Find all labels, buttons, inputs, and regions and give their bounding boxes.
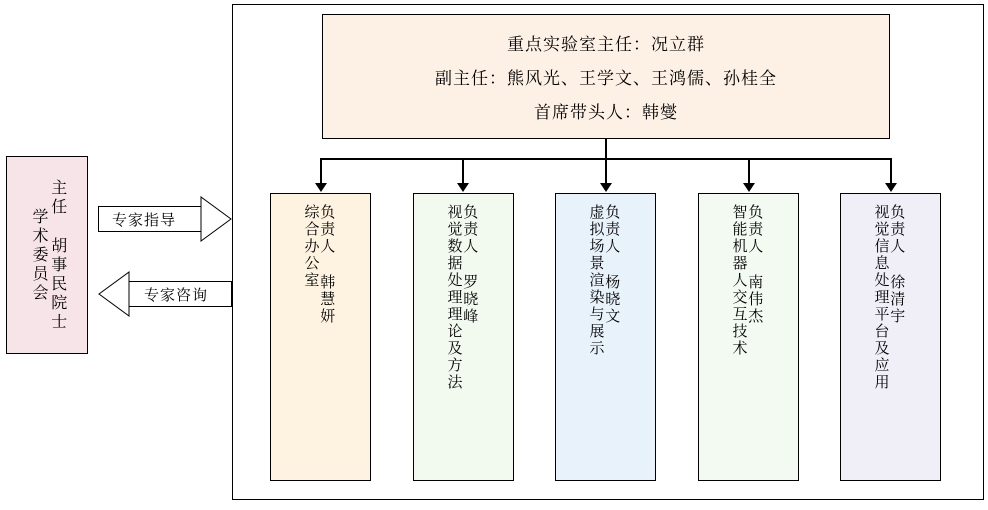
arrow-expert-guidance xyxy=(98,196,232,242)
connector-drop-2 xyxy=(462,158,464,184)
committee-line-1: 主任 胡事民院士 xyxy=(48,178,66,332)
connector-arrowhead-4 xyxy=(743,183,755,192)
arrow-consult-label: 专家咨询 xyxy=(144,287,209,304)
division-lead-1: 负责人 韩慧妍 xyxy=(318,204,336,325)
committee-line-2: 学术委员会 xyxy=(30,207,47,303)
connector-drop-5 xyxy=(890,158,892,184)
division-box-5 xyxy=(840,193,941,481)
connector-stem xyxy=(605,139,607,159)
academic-committee-box xyxy=(6,156,88,354)
division-title-4: 智能机器人交互技术 xyxy=(730,204,748,357)
connector-drop-1 xyxy=(320,158,322,184)
lab-deputy-line: 副主任：熊风光、王学文、王鸿儒、孙桂全 xyxy=(435,69,777,88)
division-title-3: 虚拟场景渲染与展示 xyxy=(587,204,605,357)
connector-arrowhead-1 xyxy=(315,183,327,192)
division-lead-3: 负责人 杨晓文 xyxy=(603,204,621,325)
lab-leadership-box xyxy=(322,14,890,139)
division-box-3 xyxy=(555,193,656,481)
division-title-5: 视觉信息处理平台及应用 xyxy=(872,204,890,391)
division-lead-2: 负责人 罗晓峰 xyxy=(461,204,479,325)
connector-arrowhead-2 xyxy=(457,183,469,192)
division-title-2: 视觉数据处理理论及方法 xyxy=(445,204,463,391)
connector-drop-3 xyxy=(605,158,607,184)
division-box-2 xyxy=(413,193,514,481)
arrow-guidance-label: 专家指导 xyxy=(112,212,177,229)
connector-arrowhead-3 xyxy=(600,183,612,192)
connector-drop-4 xyxy=(748,158,750,184)
division-box-1 xyxy=(270,193,371,481)
connector-arrowhead-5 xyxy=(885,183,897,192)
division-box-4 xyxy=(698,193,799,481)
division-title-1: 综合办公室 xyxy=(302,204,320,289)
lab-director-line: 重点实验室主任：况立群 xyxy=(507,35,705,54)
arrow-expert-consult xyxy=(98,271,232,317)
division-lead-4: 负责人 南伟杰 xyxy=(746,204,764,325)
division-lead-5: 负责人 徐清宇 xyxy=(888,204,906,325)
lab-chief-line: 首席带头人：韩燮 xyxy=(534,103,678,122)
